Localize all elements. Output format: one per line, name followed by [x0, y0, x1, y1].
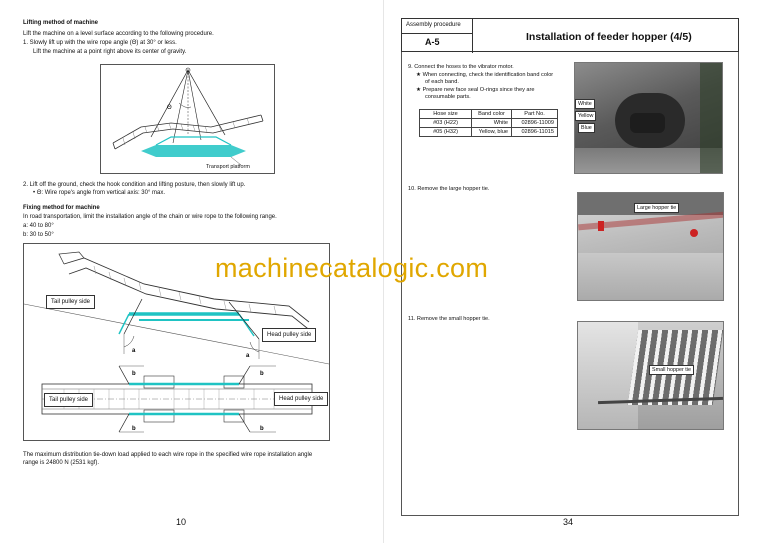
step-9-note-1b: of each band. [425, 79, 459, 85]
band-label-blue: Blue [578, 123, 595, 133]
fixing-method-title: Fixing method for machine [23, 205, 100, 211]
table-row [420, 119, 558, 128]
load-note-line-2: range is 24800 N (2531 kgf). [23, 460, 100, 466]
lifting-diagram [101, 65, 275, 174]
band-label-white: White [575, 99, 595, 109]
band-label-yellow: Yellow [575, 111, 596, 121]
large-hopper-tie-label: Large hopper tie [634, 203, 679, 213]
table-header-row [420, 110, 558, 119]
lifting-step-1: 1. Slowly lift up with the wire rope angle (Θ) at 30° or less. [23, 40, 177, 46]
table-cell: 02896-11009 [512, 119, 558, 128]
tail-pulley-side-label-1: Tail pulley side [46, 295, 95, 309]
table-header-band-color: Band color [472, 110, 512, 119]
step-9-note-2b: consumable parts. [425, 94, 471, 100]
fixing-intro: In road transportation, limit the installation angle of the chain or wire rope to the following range. [23, 214, 277, 220]
theta-label: Θ [167, 105, 172, 111]
lifting-figure [100, 64, 275, 174]
step-9-note-2a: ★ Prepare new face seal O-rings since they are [416, 87, 535, 93]
table-cell: White [472, 119, 512, 128]
lifting-step-1-sub: Lift the machine at a point right above its center of gravity. [33, 49, 187, 55]
small-hopper-tie-label: Small hopper tie [649, 365, 694, 375]
right-page-number: 34 [563, 517, 574, 527]
angle-b-top-right: b [260, 371, 264, 377]
head-pulley-side-label-1: Head pulley side [262, 328, 316, 342]
table-header-hose-size: Hose size [420, 110, 472, 119]
step-10: 10. Remove the large hopper tie. [408, 186, 490, 192]
lifting-intro: Lift the machine on a level surface according to the following procedure. [23, 31, 214, 37]
lifting-step-2-bullet: • Θ: Wire rope's angle from vertical axis: 30° max. [33, 190, 166, 196]
angle-a-side-left: a [132, 348, 136, 354]
head-pulley-side-label-2: Head pulley side [274, 392, 328, 406]
angle-b-bottom-right: b [260, 426, 264, 432]
assembly-procedure-label: Assembly procedure [406, 22, 461, 28]
angle-a-side-right: a [246, 353, 250, 359]
procedure-code: A-5 [425, 37, 440, 47]
load-note-line-1: The maximum distribution tie-down load applied to each wire rope in the specified wire rope installation angle [23, 452, 313, 458]
step-11: 11. Remove the small hopper tie. [408, 316, 490, 322]
angle-b-bottom-left: b [132, 426, 136, 432]
lifting-step-2: 2. Lift off the ground, check the hook condition and lifting posture, then slowly lift up. [23, 182, 246, 188]
small-hopper-tie-photo [577, 321, 724, 430]
left-page-number: 10 [176, 517, 187, 527]
lifting-method-title: Lifting method of machine [23, 20, 98, 26]
angle-b-top-left: b [132, 371, 136, 377]
table-cell: Yellow, blue [472, 128, 512, 137]
table-cell: #05 (H32) [420, 128, 472, 137]
table-cell: #03 (H22) [420, 119, 472, 128]
table-cell: 02896-11015 [512, 128, 558, 137]
range-a: a: 40 to 80° [23, 223, 54, 229]
range-b: b: 30 to 50° [23, 232, 54, 238]
procedure-title: Installation of feeder hopper (4/5) [526, 31, 692, 43]
transport-platform-label: Transport platform [206, 164, 250, 170]
table-row [420, 128, 558, 137]
table-header-part-no: Part No. [512, 110, 558, 119]
hose-table [419, 109, 558, 137]
step-9: 9. Connect the hoses to the vibrator motor. [408, 64, 514, 70]
step-9-note-1a: ★ When connecting, check the identification band color [416, 72, 554, 78]
tail-pulley-side-label-2: Tail pulley side [44, 393, 93, 407]
watermark: machinecatalogic.com [215, 253, 489, 283]
